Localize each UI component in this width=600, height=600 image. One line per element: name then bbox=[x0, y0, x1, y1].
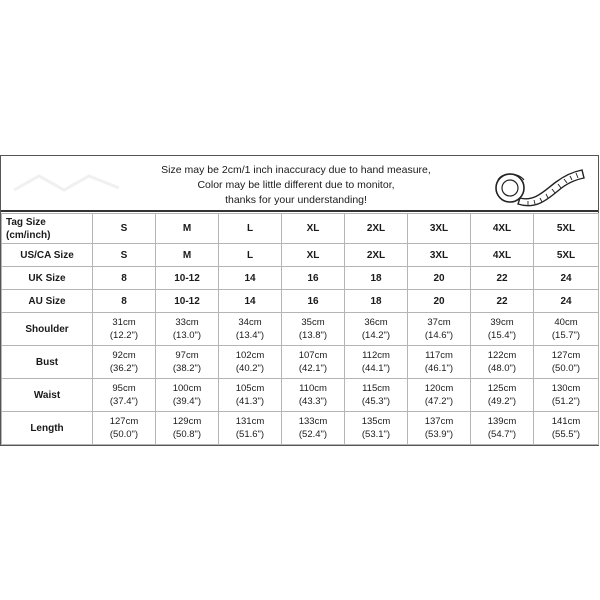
table-cell: 10-12 bbox=[156, 267, 219, 290]
uk-size-row bbox=[2, 267, 599, 290]
tag-size-cell: 4XL bbox=[471, 214, 534, 244]
inch-value: (40.2") bbox=[235, 363, 265, 374]
waist-row bbox=[2, 379, 599, 412]
inch-value: (13.8") bbox=[298, 330, 328, 341]
row-label: AU Size bbox=[2, 290, 93, 313]
table-cell: 4XL bbox=[471, 244, 534, 267]
us-ca-size-row bbox=[2, 244, 599, 267]
inch-value: (51.2") bbox=[551, 396, 581, 407]
measure-cell bbox=[534, 379, 599, 412]
inch-value: (15.7") bbox=[551, 330, 581, 341]
cm-value: 34cm bbox=[238, 317, 262, 328]
table-cell: 8 bbox=[93, 267, 156, 290]
inch-value: (52.4") bbox=[298, 429, 328, 440]
measure-cell bbox=[93, 313, 156, 346]
measure-cell bbox=[345, 412, 408, 445]
table-cell: 8 bbox=[93, 290, 156, 313]
cm-value: 33cm bbox=[175, 317, 199, 328]
table-cell: L bbox=[219, 244, 282, 267]
measure-cell bbox=[156, 412, 219, 445]
table-cell: M bbox=[156, 244, 219, 267]
measure-cell bbox=[534, 412, 599, 445]
measure-cell bbox=[219, 313, 282, 346]
row-label: Length bbox=[2, 412, 93, 445]
inch-value: (53.1") bbox=[361, 429, 391, 440]
cm-value: 112cm bbox=[362, 350, 390, 361]
table-cell: 10-12 bbox=[156, 290, 219, 313]
inch-value: (48.0") bbox=[487, 363, 517, 374]
au-size-row bbox=[2, 290, 599, 313]
table-cell: 20 bbox=[408, 290, 471, 313]
measure-cell bbox=[93, 412, 156, 445]
cm-value: 105cm bbox=[235, 383, 265, 394]
measure-cell bbox=[219, 346, 282, 379]
tag-size-cell: 5XL bbox=[534, 214, 599, 244]
table-cell: 14 bbox=[219, 267, 282, 290]
table-cell: XL bbox=[282, 244, 345, 267]
tag-size-cell: S bbox=[93, 214, 156, 244]
row-label: UK Size bbox=[2, 267, 93, 290]
notice-line-3: thanks for your understanding! bbox=[225, 194, 367, 206]
measure-cell bbox=[93, 379, 156, 412]
measure-cell bbox=[156, 379, 219, 412]
measure-cell bbox=[471, 346, 534, 379]
row-label: Shoulder bbox=[2, 313, 93, 346]
measure-cell bbox=[345, 346, 408, 379]
cm-value: 107cm bbox=[298, 350, 328, 361]
inch-value: (36.2") bbox=[109, 363, 139, 374]
inch-value: (41.3") bbox=[235, 396, 265, 407]
inch-value: (49.2") bbox=[487, 396, 517, 407]
inch-value: (13.4") bbox=[235, 330, 265, 341]
measure-cell bbox=[471, 313, 534, 346]
cm-value: 117cm bbox=[425, 350, 453, 361]
inch-value: (51.6") bbox=[235, 429, 265, 440]
inch-value: (39.4") bbox=[172, 396, 202, 407]
measure-cell bbox=[408, 313, 471, 346]
cm-value: 130cm bbox=[551, 383, 581, 394]
inch-value: (53.9") bbox=[424, 429, 454, 440]
measure-cell bbox=[282, 379, 345, 412]
table-cell: 20 bbox=[408, 267, 471, 290]
measure-cell bbox=[345, 379, 408, 412]
measure-cell bbox=[282, 313, 345, 346]
cm-value: 141cm bbox=[551, 416, 581, 427]
cm-value: 35cm bbox=[301, 317, 325, 328]
tag-size-cell: M bbox=[156, 214, 219, 244]
cm-value: 122cm bbox=[487, 350, 517, 361]
tag-size-cell: XL bbox=[282, 214, 345, 244]
tag-size-label-line2: (cm/inch) bbox=[6, 229, 51, 241]
inch-value: (43.3") bbox=[298, 396, 328, 407]
cm-value: 135cm bbox=[361, 416, 391, 427]
inch-value: (55.5") bbox=[551, 429, 581, 440]
cm-value: 127cm bbox=[109, 416, 139, 427]
cm-value: 102cm bbox=[235, 350, 265, 361]
inch-value: (15.4") bbox=[487, 330, 517, 341]
cm-value: 110cm bbox=[299, 383, 327, 394]
watermark-logo bbox=[9, 168, 129, 198]
cm-value: 31cm bbox=[112, 317, 136, 328]
measure-cell bbox=[282, 346, 345, 379]
measure-cell bbox=[534, 313, 599, 346]
cm-value: 36cm bbox=[364, 317, 388, 328]
measure-cell bbox=[282, 412, 345, 445]
cm-value: 37cm bbox=[427, 317, 451, 328]
table-cell: 22 bbox=[471, 267, 534, 290]
cm-value: 120cm bbox=[424, 383, 454, 394]
inch-value: (12.2") bbox=[109, 330, 139, 341]
tag-size-label-line1: Tag Size bbox=[6, 216, 46, 228]
table-cell: 24 bbox=[534, 267, 599, 290]
measure-cell bbox=[219, 379, 282, 412]
measure-cell bbox=[93, 346, 156, 379]
table-cell: 3XL bbox=[408, 244, 471, 267]
cm-value: 129cm bbox=[172, 416, 202, 427]
inch-value: (13.0") bbox=[172, 330, 202, 341]
shoulder-row bbox=[2, 313, 599, 346]
table-cell: 2XL bbox=[345, 244, 408, 267]
notice-line-1: Size may be 2cm/1 inch inaccuracy due to hand measure, bbox=[161, 164, 431, 176]
measure-cell bbox=[408, 379, 471, 412]
cm-value: 115cm bbox=[362, 383, 390, 394]
row-label: US/CA Size bbox=[2, 244, 93, 267]
measure-cell bbox=[534, 346, 599, 379]
inch-value: (42.1") bbox=[298, 363, 328, 374]
measure-cell bbox=[156, 313, 219, 346]
table-cell: 24 bbox=[534, 290, 599, 313]
inch-value: (38.2") bbox=[172, 363, 202, 374]
measure-cell bbox=[345, 313, 408, 346]
inch-value: (50.0") bbox=[551, 363, 581, 374]
cm-value: 95cm bbox=[112, 383, 136, 394]
cm-value: 133cm bbox=[298, 416, 328, 427]
table-cell: S bbox=[93, 244, 156, 267]
cm-value: 100cm bbox=[172, 383, 202, 394]
table-cell: 5XL bbox=[534, 244, 599, 267]
table-cell: 18 bbox=[345, 267, 408, 290]
size-table bbox=[1, 213, 599, 445]
cm-value: 131cm bbox=[235, 416, 265, 427]
inch-value: (14.6") bbox=[424, 330, 454, 341]
table-cell: 14 bbox=[219, 290, 282, 313]
row-label: Bust bbox=[2, 346, 93, 379]
table-cell: 18 bbox=[345, 290, 408, 313]
cm-value: 125cm bbox=[487, 383, 517, 394]
cm-value: 92cm bbox=[112, 350, 136, 361]
inch-value: (47.2") bbox=[424, 396, 454, 407]
cm-value: 39cm bbox=[490, 317, 514, 328]
tag-size-cell: 3XL bbox=[408, 214, 471, 244]
length-row bbox=[2, 412, 599, 445]
notice-text bbox=[116, 163, 476, 208]
notice-line-2: Color may be little different due to monitor, bbox=[197, 179, 395, 191]
measure-cell bbox=[219, 412, 282, 445]
row-label: Waist bbox=[2, 379, 93, 412]
inch-value: (37.4") bbox=[109, 396, 139, 407]
cm-value: 127cm bbox=[551, 350, 581, 361]
bust-row bbox=[2, 346, 599, 379]
measuring-tape-icon bbox=[490, 160, 586, 208]
size-chart-card bbox=[0, 155, 599, 446]
cm-value: 139cm bbox=[487, 416, 517, 427]
measure-cell bbox=[471, 412, 534, 445]
cm-value: 137cm bbox=[424, 416, 454, 427]
notice-header bbox=[1, 156, 598, 212]
tag-size-cell: L bbox=[219, 214, 282, 244]
inch-value: (50.0") bbox=[109, 429, 139, 440]
inch-value: (45.3") bbox=[361, 396, 391, 407]
table-cell: 16 bbox=[282, 290, 345, 313]
measure-cell bbox=[471, 379, 534, 412]
measure-cell bbox=[156, 346, 219, 379]
table-cell: 22 bbox=[471, 290, 534, 313]
inch-value: (54.7") bbox=[487, 429, 517, 440]
measure-cell bbox=[408, 412, 471, 445]
inch-value: (14.2") bbox=[361, 330, 391, 341]
tag-size-row bbox=[2, 214, 599, 244]
inch-value: (44.1") bbox=[361, 363, 391, 374]
cm-value: 97cm bbox=[175, 350, 199, 361]
inch-value: (50.8") bbox=[172, 429, 202, 440]
tag-size-cell: 2XL bbox=[345, 214, 408, 244]
cm-value: 40cm bbox=[554, 317, 578, 328]
tag-size-label bbox=[2, 214, 93, 244]
table-cell: 16 bbox=[282, 267, 345, 290]
measure-cell bbox=[408, 346, 471, 379]
inch-value: (46.1") bbox=[424, 363, 454, 374]
